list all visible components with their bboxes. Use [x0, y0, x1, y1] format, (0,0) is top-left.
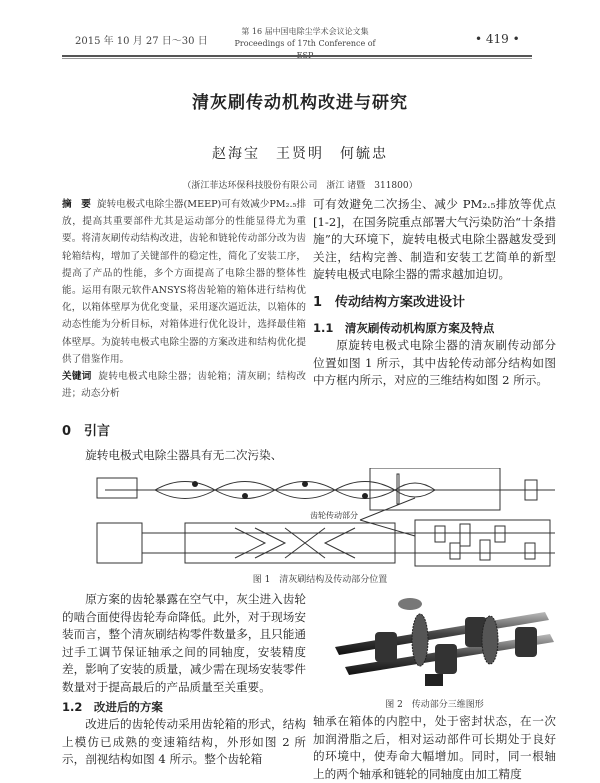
- figure-2-drawing: [325, 592, 560, 692]
- bearing-block: [97, 478, 137, 498]
- bearing: [375, 632, 397, 662]
- figure-1-annotation: 齿轮传动部分: [310, 511, 358, 520]
- header-rule: [62, 55, 532, 57]
- authors: 赵海宝 王贤明 何毓忠: [212, 146, 388, 162]
- section-0-para-left: [62, 447, 306, 465]
- gear-box-frame-top: [370, 468, 500, 510]
- sprocket: [398, 598, 422, 610]
- paragraph: 旋转电极式电除尘器具有无二次污染、: [85, 448, 283, 462]
- section-1-2-heading: 1.2 改进后的方案: [62, 699, 163, 714]
- figure-1-caption: 图 1 清灰刷结构及传动部分位置: [252, 575, 388, 585]
- paper-title: 清灰刷传动机构改进与研究: [192, 93, 408, 113]
- section-1-2-para-left: 改进后的齿轮传动采用齿轮箱的形式，结构上模仿已成熟的变速箱结构，外形如图 2 所示，剖视结构如图 4 所示。整个齿轮箱: [62, 717, 306, 767]
- keywords: 旋转电极式电除尘器；齿轮箱；清灰刷；结构改进；动态分析: [62, 371, 307, 400]
- right-column-top: [313, 196, 556, 390]
- abstract-label: 摘 要: [62, 199, 91, 210]
- header-rule-thin: [62, 58, 532, 59]
- right-column-bottom: [313, 713, 556, 783]
- abstract-text: 旋转电极式电除尘器(MEEP)可有效减少PM₂.₅排放，提高其重要部件尤其是运动部分的性能显得尤为重要。将清灰刷传动结构改进，齿轮和链轮传动部分改为齿轮箱结构，增加了关键部件的稳定性，简化了安装工序，提高了产品的性能，多个方面提高了电除尘器的整体性能。运用有限元软件ANSYS将齿轮箱的箱体进行结构优化，以箱体壁厚为优化变量，采用逐次逼近法，以箱体的动态性能为分析目标，对箱体进行优化设计，选择最佳箱体壁厚。为旋转电极式电除尘器的方案改进和结构优化提供了借鉴作用。: [62, 199, 306, 365]
- affiliation: （浙江菲达环保科技股份有限公司 浙江 诸暨 311800）: [182, 181, 418, 191]
- section-1-2-para-right: 轴承在箱体的内腔中，处于密封状态，在一次加润滑脂之后，相对运动部件可长期处于良好的环境中，使寿命大幅增加。同时，同一根轴上的两个轴承和链轮的同轴度由加工精度: [313, 714, 556, 781]
- abstract: [62, 196, 306, 402]
- section-1-1-heading: 1.1 清灰刷传动机构原方案及特点: [313, 320, 495, 335]
- page-number: • 419 •: [475, 32, 520, 46]
- header-date: 2015 年 10 月 27 日～30 日: [75, 36, 208, 47]
- section-0-para-right: 可有效避免二次扬尘、减少 PM₂.₅排放等优点[1-2]，在国务院重点部署大气污染防治“十条措施”的大环境下，旋转电极式电除尘器越发受到关注，结构完善、制造和安装工艺简单的新型旋转电极式电除尘器的需求越加迫切。: [313, 197, 556, 282]
- section-1-heading: 1 传动结构方案改进设计: [313, 294, 466, 310]
- section-1-1-para-2: 原方案的齿轮暴露在空气中，灰尘进入齿轮的啮合面使得齿轮寿命降低。此外，对于现场安装而言，整个清灰刷结构零件数量多，且只能通过手工调节保证轴承之间的同轴度，安装精度差，影响了安装的质量，减少需在现场安装零件数量对于提高最后的产品质量至关重要。: [62, 592, 306, 694]
- gear: [412, 614, 428, 666]
- brush-body: [185, 523, 395, 563]
- keywords-label: 关键词: [62, 371, 92, 383]
- proceedings-en: Proceedings of 17th Conference of: [234, 39, 376, 48]
- section-0-heading: 0 引言: [62, 424, 111, 439]
- section-1-1-para-1: 原旋转电极式电除尘器的清灰刷传动部分位置如图 1 所示，其中齿轮传动部分结构如图中方框内所示，对应的三维结构如图 2 所示。: [313, 338, 556, 388]
- figure-2-caption: 图 2 传动部分三维图形: [385, 700, 484, 710]
- left-column-bottom: [62, 591, 306, 769]
- proceedings-cn: 第 16 届中国电除尘学术会议论文集: [241, 27, 369, 36]
